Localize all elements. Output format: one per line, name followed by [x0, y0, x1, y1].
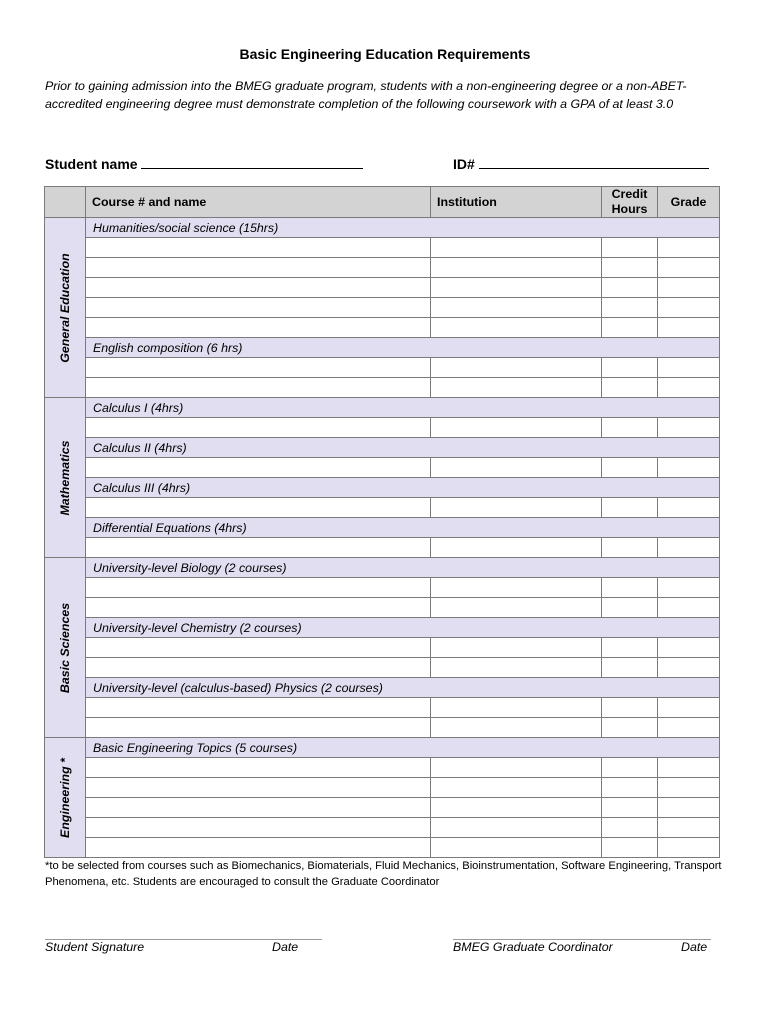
course-cell[interactable] [86, 378, 431, 398]
header-institution: Institution [431, 187, 602, 218]
entry-row [45, 798, 720, 818]
institution-cell[interactable] [431, 798, 602, 818]
institution-cell[interactable] [431, 818, 602, 838]
course-cell[interactable] [86, 598, 431, 618]
institution-cell[interactable] [431, 378, 602, 398]
student-name-field[interactable] [45, 155, 363, 172]
course-cell[interactable] [86, 458, 431, 478]
page-title: Basic Engineering Education Requirements [239, 46, 531, 62]
grade-cell[interactable] [658, 378, 720, 398]
footnote: *to be selected from courses such as Biomechanics, Biomaterials, Fluid Mechanics, Bioinstrumentation, Software Engineering, Transport Phenomena, etc. Students are encouraged to consult the Graduate Coordinator [45, 860, 722, 888]
credit-hours-cell[interactable] [602, 718, 658, 738]
course-cell[interactable] [86, 358, 431, 378]
id-label: ID# [453, 156, 475, 172]
category-row [45, 218, 720, 238]
grade-cell[interactable] [658, 638, 720, 658]
course-cell[interactable] [86, 318, 431, 338]
credit-hours-cell[interactable] [602, 698, 658, 718]
category-label: Calculus III (4hrs) [86, 478, 720, 498]
institution-cell[interactable] [431, 658, 602, 678]
section-label-cell [45, 218, 86, 398]
course-cell[interactable] [86, 778, 431, 798]
credit-hours-cell[interactable] [602, 818, 658, 838]
category-row [45, 618, 720, 638]
entry-row [45, 498, 720, 518]
entry-row [45, 758, 720, 778]
entry-row [45, 418, 720, 438]
institution-cell[interactable] [431, 238, 602, 258]
intro-paragraph: Prior to gaining admission into the BMEG graduate program, students with a non-engineering degree or a non-ABET-accredited engineering degree must demonstrate completion of the following coursework with a GPA of at least 3.0 [45, 79, 687, 111]
course-cell[interactable] [86, 578, 431, 598]
grade-cell[interactable] [658, 498, 720, 518]
credit-hours-cell[interactable] [602, 318, 658, 338]
institution-cell[interactable] [431, 498, 602, 518]
category-row [45, 478, 720, 498]
entry-row [45, 458, 720, 478]
header-corner [45, 187, 86, 218]
institution-cell[interactable] [431, 538, 602, 558]
course-cell[interactable] [86, 238, 431, 258]
institution-cell[interactable] [431, 258, 602, 278]
credit-hours-cell[interactable] [602, 278, 658, 298]
category-row [45, 558, 720, 578]
course-cell[interactable] [86, 838, 431, 858]
credit-hours-cell[interactable] [602, 298, 658, 318]
credit-hours-cell[interactable] [602, 358, 658, 378]
credit-hours-cell[interactable] [602, 238, 658, 258]
grade-cell[interactable] [658, 258, 720, 278]
student-name-label: Student name [45, 156, 138, 172]
id-line[interactable] [479, 155, 709, 169]
grade-cell[interactable] [658, 358, 720, 378]
credit-hours-cell[interactable] [602, 258, 658, 278]
entry-row [45, 238, 720, 258]
entry-row [45, 378, 720, 398]
course-cell[interactable] [86, 758, 431, 778]
header-grade: Grade [658, 187, 720, 218]
grade-cell[interactable] [658, 578, 720, 598]
category-label: Differential Equations (4hrs) [86, 518, 720, 538]
section-label-cell [45, 398, 86, 558]
credit-hours-cell[interactable] [602, 378, 658, 398]
entry-row [45, 598, 720, 618]
institution-cell[interactable] [431, 358, 602, 378]
student-date-label: Date [272, 940, 299, 954]
entry-row [45, 278, 720, 298]
category-label: Humanities/social science (15hrs) [86, 218, 720, 238]
institution-cell[interactable] [431, 598, 602, 618]
grade-cell[interactable] [658, 298, 720, 318]
entry-row [45, 638, 720, 658]
category-row [45, 518, 720, 538]
category-label: Calculus I (4hrs) [86, 398, 720, 418]
grade-cell[interactable] [658, 758, 720, 778]
entry-row [45, 538, 720, 558]
entry-row [45, 838, 720, 858]
grade-cell[interactable] [658, 838, 720, 858]
credit-hours-cell[interactable] [602, 598, 658, 618]
category-label: University-level (calculus-based) Physics (2 courses) [86, 678, 720, 698]
institution-cell[interactable] [431, 278, 602, 298]
credit-hours-cell[interactable] [602, 758, 658, 778]
section-label: Mathematics [58, 439, 72, 516]
coordinator-label: BMEG Graduate Coordinator [453, 940, 613, 954]
institution-cell[interactable] [431, 458, 602, 478]
grade-cell[interactable] [658, 718, 720, 738]
requirements-table [44, 186, 720, 858]
institution-cell[interactable] [431, 758, 602, 778]
credit-hours-cell[interactable] [602, 498, 658, 518]
header-course: Course # and name [86, 187, 431, 218]
credit-hours-cell[interactable] [602, 798, 658, 818]
grade-cell[interactable] [658, 538, 720, 558]
table-header-row [45, 187, 720, 218]
category-row [45, 678, 720, 698]
grade-cell[interactable] [658, 798, 720, 818]
grade-cell[interactable] [658, 818, 720, 838]
entry-row [45, 658, 720, 678]
grade-cell[interactable] [658, 238, 720, 258]
entry-row [45, 298, 720, 318]
grade-cell[interactable] [658, 778, 720, 798]
category-row [45, 338, 720, 358]
course-cell[interactable] [86, 698, 431, 718]
category-label: English composition (6 hrs) [86, 338, 720, 358]
student-signature-label: Student Signature [45, 940, 145, 954]
header-credit-hours: Credit Hours [602, 187, 658, 218]
category-row [45, 738, 720, 758]
course-cell[interactable] [86, 298, 431, 318]
entry-row [45, 718, 720, 738]
grade-cell[interactable] [658, 458, 720, 478]
category-row [45, 398, 720, 418]
section-label: Engineering * [58, 757, 72, 838]
institution-cell[interactable] [431, 318, 602, 338]
category-label: Calculus II (4hrs) [86, 438, 720, 458]
course-cell[interactable] [86, 418, 431, 438]
category-label: University-level Biology (2 courses) [86, 558, 720, 578]
course-cell[interactable] [86, 538, 431, 558]
grade-cell[interactable] [658, 598, 720, 618]
course-cell[interactable] [86, 798, 431, 818]
section-label-cell [45, 558, 86, 738]
credit-hours-cell[interactable] [602, 458, 658, 478]
institution-cell[interactable] [431, 578, 602, 598]
course-cell[interactable] [86, 258, 431, 278]
credit-hours-cell[interactable] [602, 838, 658, 858]
category-label: University-level Chemistry (2 courses) [86, 618, 720, 638]
category-row [45, 438, 720, 458]
entry-row [45, 258, 720, 278]
entry-row [45, 318, 720, 338]
course-cell[interactable] [86, 818, 431, 838]
grade-cell[interactable] [658, 278, 720, 298]
institution-cell[interactable] [431, 298, 602, 318]
course-cell[interactable] [86, 718, 431, 738]
institution-cell[interactable] [431, 418, 602, 438]
coordinator-date-label: Date [681, 940, 708, 954]
credit-hours-cell[interactable] [602, 578, 658, 598]
course-cell[interactable] [86, 278, 431, 298]
id-field[interactable] [453, 155, 709, 172]
entry-row [45, 358, 720, 378]
institution-cell[interactable] [431, 698, 602, 718]
institution-cell[interactable] [431, 638, 602, 658]
course-cell[interactable] [86, 638, 431, 658]
entry-row [45, 578, 720, 598]
credit-hours-cell[interactable] [602, 418, 658, 438]
credit-hours-cell[interactable] [602, 658, 658, 678]
grade-cell[interactable] [658, 318, 720, 338]
entry-row [45, 698, 720, 718]
institution-cell[interactable] [431, 718, 602, 738]
section-label: General Education [58, 252, 72, 363]
credit-hours-cell[interactable] [602, 538, 658, 558]
section-label: Basic Sciences [58, 602, 72, 693]
course-cell[interactable] [86, 498, 431, 518]
institution-cell[interactable] [431, 778, 602, 798]
course-cell[interactable] [86, 658, 431, 678]
section-label-cell [45, 738, 86, 858]
institution-cell[interactable] [431, 838, 602, 858]
credit-hours-cell[interactable] [602, 778, 658, 798]
grade-cell[interactable] [658, 658, 720, 678]
category-label: Basic Engineering Topics (5 courses) [86, 738, 720, 758]
student-name-line[interactable] [141, 155, 363, 169]
grade-cell[interactable] [658, 698, 720, 718]
entry-row [45, 818, 720, 838]
entry-row [45, 778, 720, 798]
grade-cell[interactable] [658, 418, 720, 438]
credit-hours-cell[interactable] [602, 638, 658, 658]
